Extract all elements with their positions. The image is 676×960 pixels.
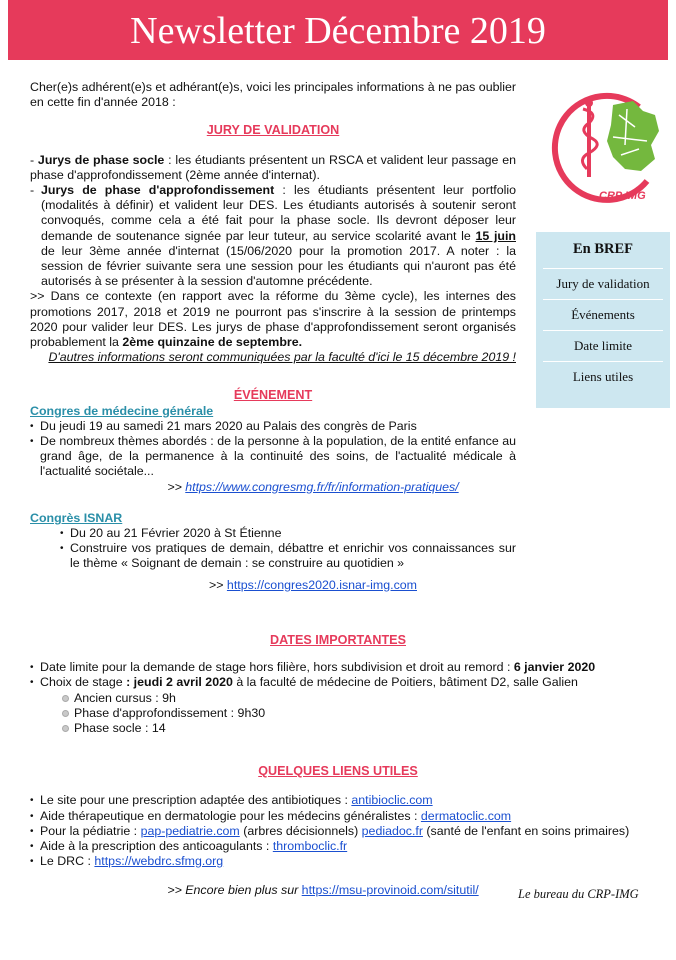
- isnar-link-line: [30, 578, 516, 593]
- links-list: [30, 793, 630, 869]
- cmg-list: [30, 419, 516, 480]
- link-item-antibio-text: Le site pour une prescription adaptée des antibiotiques :: [40, 793, 352, 808]
- en-bref-item-jury[interactable]: Jury de validation: [543, 268, 663, 299]
- date-item-stage-text: Date limite pour la demande de stage hors filière, hors subdivision et droit au remord :: [40, 660, 514, 675]
- isnar-link[interactable]: https://congres2020.isnar-img.com: [226, 577, 417, 592]
- newsletter-title: Newsletter Décembre 2019: [130, 10, 546, 52]
- signature: Le bureau du CRP-IMG: [518, 887, 639, 901]
- pap-pediatrie-link[interactable]: pap-pediatrie.com: [140, 823, 240, 838]
- jury-note: D'autres informations seront communiquées par la faculté d'ici le 15 décembre 2019 !: [48, 350, 516, 365]
- link-item-antibio: [30, 793, 516, 808]
- link-item-pediatrie-label: Pour la pédiatrie :: [40, 823, 141, 838]
- jury-appro: [30, 183, 516, 289]
- date-item-choix-place: à la faculté de médecine de Poitiers, bâtiment D2, salle Galien: [232, 675, 578, 690]
- subitem-socle: Phase socle : 14: [62, 721, 516, 736]
- date-item-stage: [30, 660, 596, 675]
- section-title-event: ÉVÉNEMENT: [233, 388, 313, 403]
- cmg-item-dates: • Du jeudi 19 au samedi 21 mars 2020 au Palais des congrès de Paris: [30, 419, 516, 434]
- jury-appro-text: : les étudiants présentent leur portfolio (modalités à définir) et valident leur DES. Les étudiants autorisés à soutenir seront convoqués, comme cela a été fait pour la phase socle. Ils devront déposer leur demande de soutenance signée par leur tuteur, au service scolarité avant le: [41, 183, 516, 243]
- cmg-title[interactable]: Congres de médecine générale: [30, 403, 214, 418]
- isnar-item-dates: • Du 20 au 21 Février 2020 à St Étienne: [60, 526, 516, 541]
- jury-appro-text-end: de leur 3ème année d'internat (15/06/2020 pour la promotion 2017. A noter : la session de février suivante sera une session pour les étudiants qui n'auront pas été autorisés à se présenter à la session d'automne précédente.: [41, 243, 516, 289]
- isnar-list: [30, 526, 516, 572]
- jury-context-text: >> Dans ce contexte (en rapport avec la réforme du 3ème cycle), les internes des promotions 2017, 2018 et 2019 ne pourront pas s'inscrire à la session de printemps 2020 pour valider leur DES. Les jurys de phase d'approfondissement seront organisés probablement la: [30, 289, 516, 350]
- isnar-item-theme: • Construire vos pratiques de demain, débattre et enrichir vos connaissances sur le thème « Soignant de demain : se construire au quotidien »: [60, 541, 516, 571]
- cmg-link-prefix: >>: [167, 479, 186, 494]
- more-links-line: [30, 883, 516, 898]
- en-bref-title: En BREF: [572, 241, 634, 257]
- subitem-ancien: Ancien cursus : 9h: [62, 691, 516, 706]
- cmg-link[interactable]: https://www.congresmg.fr/fr/information-pratiques/: [185, 479, 459, 494]
- isnar-link-prefix: >>: [209, 577, 227, 592]
- more-links-text: >> Encore bien plus sur: [167, 883, 302, 898]
- dates-sublist: [30, 691, 516, 737]
- jury-appro-date: 15 juin: [475, 228, 516, 243]
- jury-socle-text: : les étudiants présentent un RSCA et valident leur passage en phase d'approfondissement (2ème année d'internat).: [30, 152, 516, 182]
- crp-img-logo: [543, 85, 665, 207]
- link-item-anticoag-text: Aide à la prescription des anticoagulants :: [40, 838, 273, 853]
- section-title-jury: JURY DE VALIDATION: [206, 123, 340, 138]
- subitem-appro: Phase d'approfondissement : 9h30: [62, 706, 516, 721]
- jury-socle: - Jurys de phase socle : les étudiants présentent un RSCA et valident leur passage en phase d'approfondissement (2ème année d'internat).: [30, 152, 516, 182]
- en-bref-item-evenements[interactable]: Événements: [543, 299, 663, 330]
- intro-text: Cher(e)s adhérent(e)s et adhérant(e)s, voici les principales informations à ne pas oublier en cette fin d'année 2018 :: [30, 80, 516, 110]
- section-title-dates: DATES IMPORTANTES: [270, 632, 406, 647]
- en-bref-item-liens[interactable]: Liens utiles: [543, 361, 663, 392]
- dermatoclic-link[interactable]: dermatoclic.com: [420, 808, 512, 823]
- thromboclic-link[interactable]: thromboclic.fr: [272, 838, 348, 853]
- jury-context: [30, 289, 516, 350]
- jury-socle-label: Jurys de phase socle: [37, 152, 165, 167]
- en-bref-item-date-limite[interactable]: Date limite: [543, 330, 663, 361]
- pediadoc-link[interactable]: pediadoc.fr: [361, 823, 423, 838]
- link-item-drc-text: Le DRC :: [40, 854, 95, 869]
- jury-section: [30, 153, 516, 366]
- antibioclic-link[interactable]: antibioclic.com: [351, 793, 433, 808]
- link-item-drc: [30, 854, 516, 869]
- webdrc-link[interactable]: https://webdrc.sfmg.org: [94, 854, 224, 869]
- date-item-choix-date: : jeudi 2 avril 2020: [126, 675, 233, 690]
- section-title-links: QUELQUES LIENS UTILES: [258, 764, 418, 779]
- link-item-dermato-text: Aide thérapeutique en dermatologie pour les médecins généralistes :: [40, 808, 421, 823]
- date-item-stage-date: 6 janvier 2020: [513, 660, 596, 675]
- date-item-choix-label: Choix de stage: [40, 675, 127, 690]
- cmg-link-line: [30, 480, 516, 495]
- en-bref-sidebar: [536, 232, 670, 408]
- link-item-dermato: [30, 809, 516, 824]
- jury-appro-label: Jurys de phase d'approfondissement: [41, 183, 275, 198]
- link-item-pediatrie-note1: (arbres décisionnels): [239, 823, 362, 838]
- link-item-pediatrie-note2: (santé de l'enfant en soins primaires): [422, 823, 630, 838]
- isnar-title[interactable]: Congrès ISNAR: [30, 510, 123, 525]
- date-item-choix: [30, 675, 578, 690]
- jury-context-date: 2ème quinzaine de septembre.: [122, 335, 303, 350]
- msu-provinoid-link[interactable]: https://msu-provinoid.com/situtil/: [301, 883, 479, 898]
- dates-list: [30, 660, 596, 690]
- link-item-anticoag: [30, 839, 516, 854]
- cmg-item-themes: • De nombreux thèmes abordés : de la personne à la population, de la entité enfance au grand âge, de la permanence à la continuité des soins, de l'actualité médicale à l'actualité sociétale...: [30, 434, 516, 480]
- logo-text: CRP IMG: [599, 190, 646, 202]
- link-item-pediatrie: [30, 823, 630, 839]
- newsletter-banner: [8, 0, 668, 60]
